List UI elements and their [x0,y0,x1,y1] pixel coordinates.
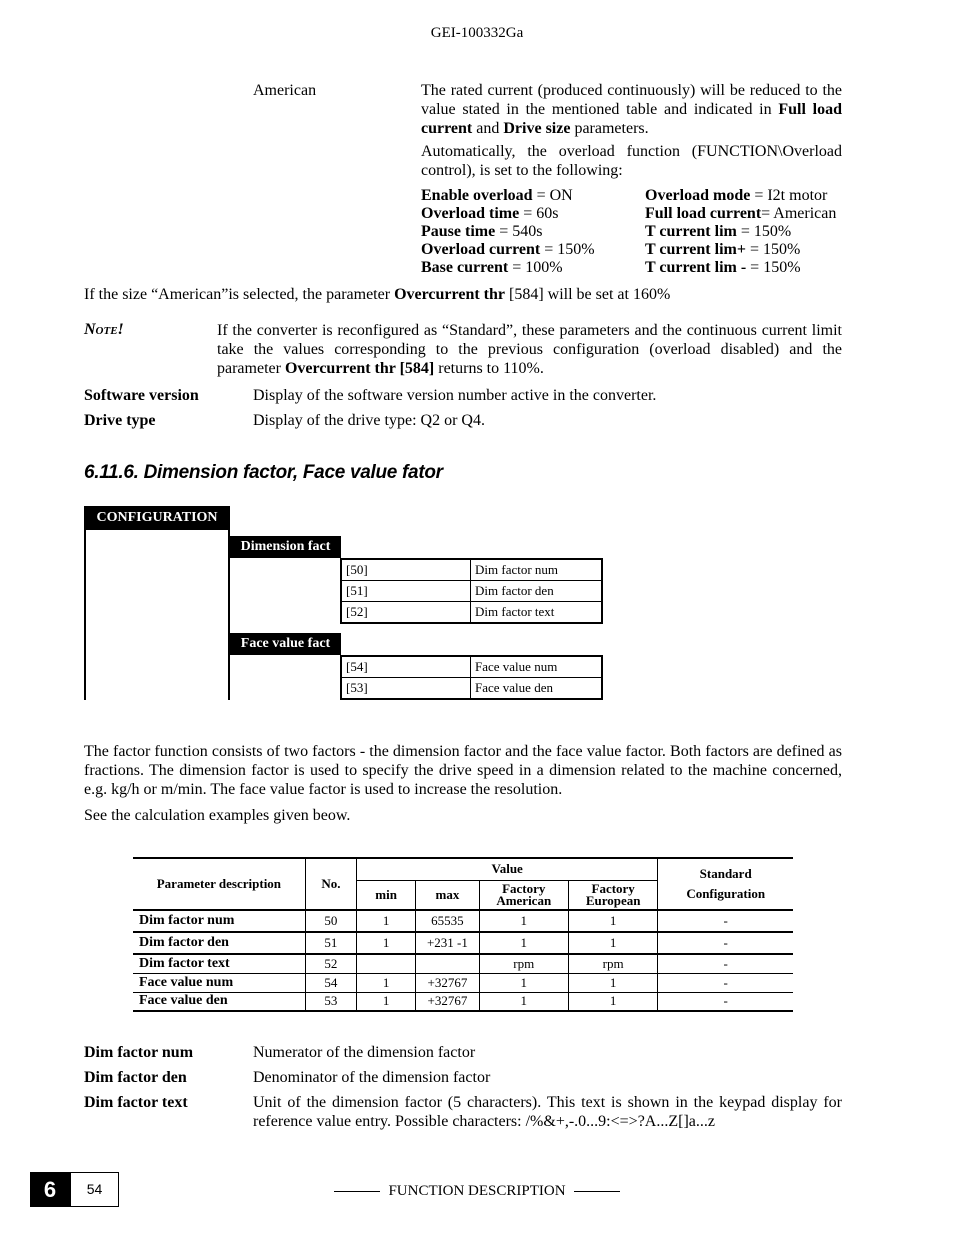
cell-name: Face value den [133,992,305,1011]
col-header-min: min [357,880,416,910]
setting-value: = 150% [540,241,595,258]
section-title: 6.11.6. Dimension factor, Face value fator [84,462,443,483]
setting-value: = 150% [745,241,801,258]
setting-key: Overload time [421,205,520,222]
col-header-max: max [416,880,479,910]
overload-setting [645,259,801,277]
setting-key: Full load current [645,205,762,222]
table-header-row [133,858,793,880]
text-bold: Overcurrent thr [394,286,505,303]
def-desc-dim-factor-den: Denominator of the dimension factor [253,1069,491,1086]
setting-key: T current lim+ [645,241,746,258]
overcurrent-statement [84,285,670,304]
menu-group-face-value-fact: Face value fact [230,633,341,655]
table-row [133,992,793,1011]
american-paragraph-2: Automatically, the overload function (FUNCTION\Overload control), is set to the following: [421,143,842,179]
text: If the converter is reconfigured as “Standard”, these parameters and the continuous current limit take the values corresponding to the previous configuration (overload disabled) and the parameter [217,322,842,377]
table-row [133,954,793,973]
cell-max: +32767 [416,973,479,992]
def-desc-dim-factor-text: Unit of the dimension factor (5 characters). This text is shown in the keypad display for reference value entry. Possible characters: /%&+,-.0...9:<=>?A...Z[]a...z [253,1094,842,1130]
footer-rule [334,1191,380,1192]
param-row [341,559,602,581]
cell-max: +231 -1 [416,932,479,954]
cell-fe: rpm [568,954,657,973]
overload-setting [645,223,791,241]
overload-setting [645,241,800,259]
examples-note: See the calculation examples given beow. [84,807,351,824]
chapter-tab: 6 [30,1172,70,1207]
param-name: Face value num [471,656,603,678]
footer-rule [574,1191,620,1192]
param-name: Face value den [471,678,603,700]
cell-no: 50 [305,910,356,932]
footer-title [0,1183,954,1200]
cell-fa: rpm [479,954,568,973]
text: returns to 110%. [434,360,544,377]
cell-std: - [658,992,793,1011]
def-term-drive-type: Drive type [84,412,156,429]
text: The rated current (produced continuously) will be reduced to the value stated in the mentioned table and indicated in [421,82,842,118]
overload-setting [421,223,542,241]
cell-std: - [658,954,793,973]
def-term-dim-factor-den: Dim factor den [84,1069,187,1086]
overload-setting [421,241,595,259]
overload-setting [421,187,573,205]
menu-face-value-fact-params [340,655,603,700]
cell-name: Dim factor num [133,910,305,932]
text-bold: Full load current [421,101,843,137]
menu-group-dimension-fact: Dimension fact [230,536,341,558]
overload-setting [645,205,836,223]
page-number: 54 [70,1172,119,1207]
setting-value: = ON [532,187,573,204]
document-id: GEI-100332Ga [430,25,524,41]
col-header-standard: Standard Configuration [658,858,793,910]
param-code: [52] [341,602,471,624]
col-header-value: Value [357,858,658,880]
cell-max [416,954,479,973]
param-name: Dim factor num [471,559,603,581]
cell-fa: 1 [479,932,568,954]
menu-dimension-fact-params [340,558,603,624]
text: If the size “American”is selected, the parameter [84,286,395,303]
menu-tree-line [84,530,86,700]
setting-value: = American [761,205,837,222]
overload-setting [421,259,563,277]
param-row [341,678,602,700]
parameter-table [133,857,793,1012]
text: and [472,120,504,137]
cell-std: - [658,973,793,992]
setting-key: Overload mode [645,187,751,204]
note-label: Note! [84,321,124,338]
cell-std: - [658,932,793,954]
setting-value: = 60s [519,205,559,222]
setting-value: = 150% [746,259,801,276]
setting-key: Pause time [421,223,496,240]
param-code: [51] [341,581,471,602]
american-paragraph-1 [421,81,842,138]
cell-min [357,954,416,973]
cell-name: Dim factor den [133,932,305,954]
param-row [341,656,602,678]
cell-no: 54 [305,973,356,992]
cell-name: Dim factor text [133,954,305,973]
note-text [217,321,842,378]
cell-fa: 1 [479,973,568,992]
def-term-software-version: Software version [84,387,199,404]
def-desc-drive-type: Display of the drive type: Q2 or Q4. [253,412,485,429]
setting-key: Base current [421,259,509,276]
param-code: [54] [341,656,471,678]
cell-min: 1 [357,973,416,992]
cell-min: 1 [357,910,416,932]
param-row [341,581,602,602]
setting-value: = I2t motor [750,187,828,204]
cell-max: +32767 [416,992,479,1011]
cell-fa: 1 [479,910,568,932]
def-term-dim-factor-text: Dim factor text [84,1094,188,1111]
cell-fe: 1 [568,973,657,992]
col-header-param: Parameter description [133,858,305,910]
cell-fe: 1 [568,992,657,1011]
cell-no: 53 [305,992,356,1011]
table-row [133,910,793,932]
overload-setting [645,187,827,205]
table-row [133,932,793,954]
cell-min: 1 [357,932,416,954]
table-row [133,973,793,992]
cell-std: - [658,910,793,932]
cell-fe: 1 [568,910,657,932]
american-term: American [253,82,317,99]
param-code: [50] [341,559,471,581]
param-name: Dim factor den [471,581,603,602]
text-bold: Drive size [503,120,571,137]
setting-key: T current lim - [645,259,747,276]
def-term-dim-factor-num: Dim factor num [84,1044,194,1061]
setting-value: = 100% [508,259,563,276]
col-header-factory-american: Factory American [479,880,568,910]
cell-name: Face value num [133,973,305,992]
def-desc-dim-factor-num: Numerator of the dimension factor [253,1044,476,1061]
setting-key: T current lim [645,223,737,240]
cell-no: 51 [305,932,356,954]
text-bold: Overcurrent thr [584] [284,360,435,377]
footer-title-text: FUNCTION DESCRIPTION [388,1183,566,1199]
text: parameters. [570,120,649,137]
setting-value: = 150% [736,223,792,240]
param-row [341,602,602,624]
col-header-factory-european: Factory European [568,880,657,910]
setting-value: = 540s [495,223,543,240]
param-code: [53] [341,678,471,700]
cell-min: 1 [357,992,416,1011]
cell-no: 52 [305,954,356,973]
param-name: Dim factor text [471,602,603,624]
setting-key: Enable overload [421,187,533,204]
table-body [133,910,793,1011]
col-header-no: No. [305,858,356,910]
cell-max: 65535 [416,910,479,932]
setting-key: Overload current [421,241,541,258]
menu-root-configuration: CONFIGURATION [84,506,230,530]
def-desc-software-version: Display of the software version number active in the converter. [253,387,657,404]
cell-fe: 1 [568,932,657,954]
factor-function-paragraph: The factor function consists of two factors - the dimension factor and the face value factor. Both factors are defined as fractions. The dimension factor is used to specify the drive speed in a dimension related to the machine concerned, e.g. kg/h or m/min. The face value factor is used to increase the resolution. [84,743,842,798]
cell-fa: 1 [479,992,568,1011]
text: [584] will be set at 160% [505,286,671,303]
overload-setting [421,205,558,223]
